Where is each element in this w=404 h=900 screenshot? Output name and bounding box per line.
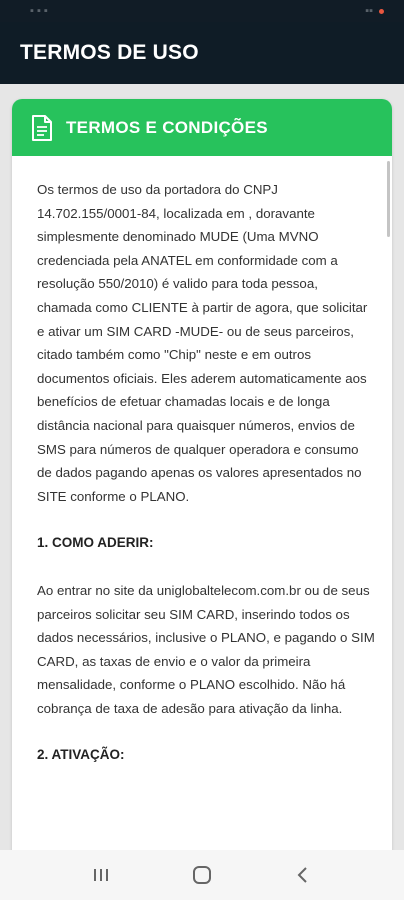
section-text-como-aderir: Ao entrar no site da uniglobaltelecom.com.br ou de seus parceiros solicitar seu SIM CARD, inserindo todos os dados necessários, inclusive o PLANO, e pagando o SIM CARD, as taxas de envio e o valor da primeira mensalidade, conforme o PLANO escolhido. Não há cobrança de taxa de adesão para ativação da linha. [37,582,375,716]
home-icon [191,864,213,886]
back-icon [295,865,311,885]
status-icons-right: ▪▪ [365,5,373,17]
recent-apps-button[interactable] [71,855,131,895]
back-button[interactable] [273,855,333,895]
terms-content[interactable] [12,156,392,767]
section-title-ativacao: 2. ATIVAÇÃO: [37,747,125,763]
section-title-como-aderir: 1. COMO ADERIR: [37,535,154,551]
terms-intro-paragraph: Os termos de uso da portadora do CNPJ 14.702.155/0001-84, localizada em , doravante simplesmente denominado MUDE (Uma MVNO credenciada pela ANATEL em conformidade com a resolução 550/2010) é valido para toda pessoa, chamada como CLIENTE à partir de agora, que solicitar e ativar um SIM CARD -MUDE- ou de seus parceiros, citado também como "Chip" neste e em outros documentos oficiais. Eles aderem automaticamente aos benefícios de efetuar chamadas locais e de longa distância nacional para quaisquer números, envios de SMS para números de qualquer operadora e consumo de dados pagando apenas os valores apresentados no SITE conforme o PLANO. [37,182,368,504]
terms-card [12,99,392,859]
recent-apps-icon [91,866,111,884]
status-icons-left: ▪ ▪ ▪ [30,5,48,17]
document-icon [30,114,54,142]
card-title: TERMOS E CONDIÇÕES [66,117,268,137]
home-button[interactable] [172,855,232,895]
status-right [365,5,384,17]
status-left [30,5,48,17]
notification-dot-icon [379,9,384,14]
scrollbar-thumb[interactable] [387,161,390,237]
page-title: TERMOS DE USO [20,41,199,64]
status-bar [0,0,404,22]
card-header [12,99,392,156]
app-bar [0,22,404,84]
system-nav-bar [0,850,404,900]
